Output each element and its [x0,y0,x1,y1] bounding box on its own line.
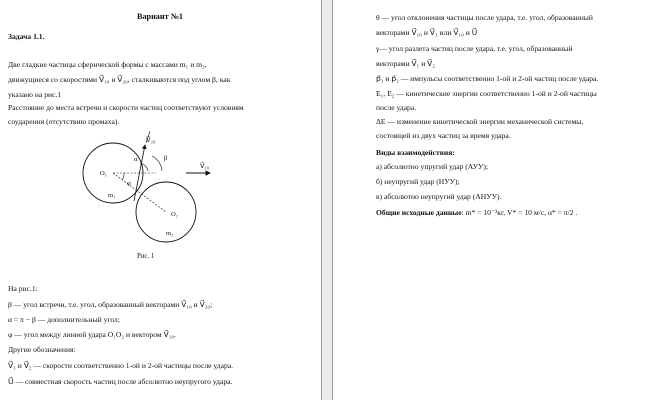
label-o1: O₁ [100,170,107,177]
energy-line-2: после удара. [376,103,417,112]
phi-definition: φ — угол между линией удара O₁O₂ и вектором V⃗₁₀. [8,330,176,339]
intro-line-1: Две гладкие частицы сферической формы с массами m₁ и m₂, [8,60,207,69]
beta-arc [152,156,162,171]
theta-line-1: θ — угол отклонения частицы после удара, т.е. угол, образованный [376,13,593,22]
distance-line-2: соударения (отсутствию промаха). [8,117,120,126]
given-data-label: Общие исходные данные [376,208,462,217]
label-alpha: α [134,156,138,163]
delta-energy-line-1: ΔE — изменение кинетической энергии механической системы, [376,117,584,126]
label-v10: V⃗₁₀ [200,163,209,170]
page-divider [321,0,333,400]
collision-figure [78,123,218,245]
energy-line-1: E₁, E₂ — кинетические энергии соответственно 1-ой и 2-ой частицы [376,89,597,98]
type-inelastic: б) неупругий удар (НУУ); [376,177,460,186]
impact-line [113,173,166,212]
label-o2: O₂ [171,211,178,218]
on-figure-heading: На рис.1: [8,284,38,293]
gamma-line-2: векторами V⃗₁ и V⃗₂ [376,59,435,68]
given-data-line [376,208,577,217]
label-m2: m₂ [166,230,174,237]
gamma-line-1: γ— угол разлета частиц после удара, т.е. угол, образованный [376,44,573,53]
distance-line-1: Расстояние до места встречи и скорости частиц соответствуют условиям [8,103,244,112]
task-heading: Задача 1.1. [8,32,45,41]
phi-arc [122,173,124,180]
intro-line-2: движущиеся со скоростями V⃗₁₀ и V⃗₂₀, сталкиваются под углом β, как [8,75,231,84]
joint-velocity-definition: U⃗ — совместная скорость частиц после абсолютно неупругого удара. [8,377,233,386]
interaction-types-heading: Виды взаимодействия: [376,148,455,157]
label-phi: φ [127,180,131,187]
beta-definition: β — угол встречи, т.е. угол, образованный векторами V⃗₁₀ и V⃗₂₀; [8,300,213,309]
variant-title: Вариант №1 [136,12,184,21]
alpha-definition: α = π − β — дополнительный угол; [8,315,120,324]
velocity-definition: V⃗₁ и V⃗₂ — скорости соответственно 1-ой и 2-ой частицы после удара. [8,361,234,370]
figure-caption: Рис. 1 [137,253,155,260]
given-data-values: : m* = 10⁻³кг, V* = 10 м/с, α* = π/2 . [461,208,578,217]
delta-energy-line-2: состоящей из двух частиц за время удара. [376,131,511,140]
type-perfectly-inelastic: в) абсолютно неупругий удар (АНУУ). [376,192,502,201]
momentum-line: p⃗₁ и p⃗₂ — импульсы соответственно 1-ой и 2-ой частиц после удара. [376,74,599,83]
label-v20: V⃗₂₀ [146,137,155,144]
theta-line-2: векторами V⃗₁₀ и V⃗₁ или V⃗₁₀ и U⃗ [376,28,478,37]
page-left [0,0,320,400]
intro-line-3: указано на рис.1 [8,90,62,99]
type-elastic: а) абсолютно упругий удар (АУУ); [376,162,489,171]
page-right [334,0,666,400]
other-notations-heading: Другие обозначения: [8,345,76,354]
label-beta: β [164,155,168,162]
label-m1: m₁ [108,192,116,199]
